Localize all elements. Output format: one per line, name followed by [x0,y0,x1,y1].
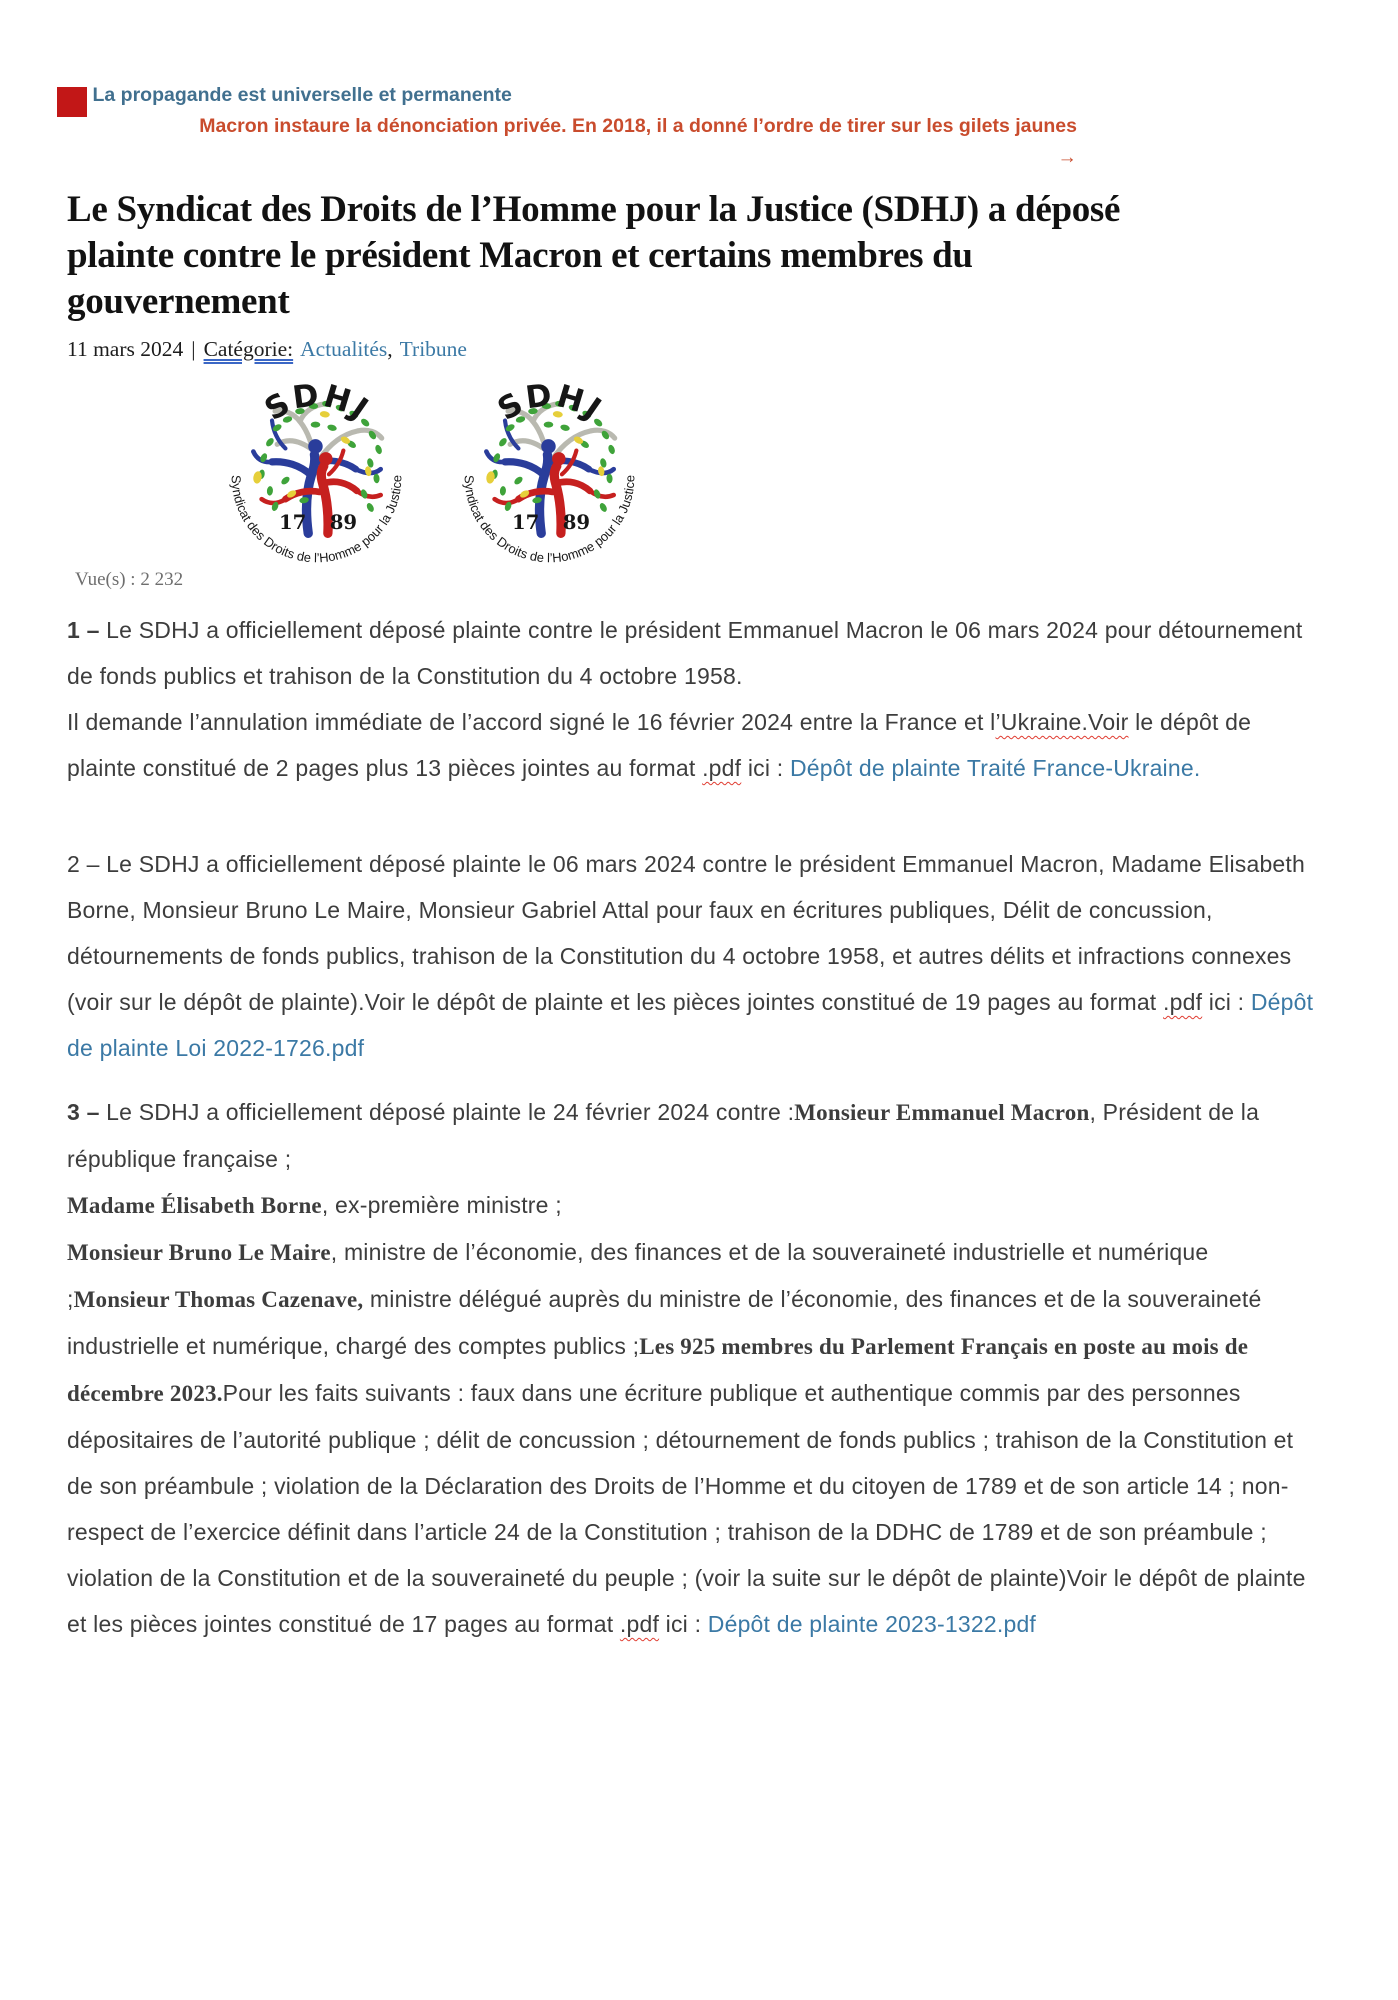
text-segment: Les 925 membres du Parlement Français en poste au mois de décembre 2023. [67,1334,1249,1406]
paragraph-1 [67,607,1317,791]
text-segment: ministre délégué auprès du ministre de l’économie, des finances et de la souveraineté industrielle et numérique, chargé des comptes publics ; [67,1286,1262,1359]
text-segment: Le SDHJ a officiellement déposé plainte le 24 février 2024 contre : [106,1099,795,1125]
text-segment: ici : [741,755,790,781]
views-count: Vue(s) : 2 232 [75,569,184,590]
logo-row [213,376,1338,583]
text-segment: Le SDHJ a officiellement déposé plainte contre le président Emmanuel Macron le 06 mars 2024 pour détournement de fonds publics et trahison de la Constitution du 4 octobre 1958. [67,617,1303,689]
article-body [67,607,1317,1647]
prev-post-link[interactable] [67,84,512,106]
right-arrow-icon: → [1057,146,1077,168]
meta-comma: , [387,337,393,361]
prev-post-nav [67,80,1338,111]
pdf-link[interactable]: Dépôt de plainte Traité France-Ukraine. [789,755,1201,781]
text-segment: Monsieur Bruno Le Maire [67,1240,331,1265]
pdf-link[interactable]: Dépôt de plainte Loi 2022-1726.pdf [67,989,1314,1061]
post-navigation [67,80,1338,173]
text-segment: , ex-première ministre ; [321,1192,562,1218]
sdhj-logo [446,376,653,583]
category-link-actualites[interactable]: Actualités [300,337,388,361]
article-title: Le Syndicat des Droits de l’Homme pour la Justice (SDHJ) a déposé plainte contre le président Macron et certains membres du gouvernement [67,189,1121,322]
text-segment: le dépôt de plainte constitué de 2 pages plus 13 pièces jointes au format [67,709,1252,781]
article-meta [67,337,1338,362]
category-link-tribune[interactable]: Tribune [399,337,467,361]
category-label: Catégorie: [203,337,294,361]
article-date: 11 mars 2024 [67,337,184,361]
text-segment: Monsieur Thomas Cazenave, [73,1287,364,1312]
text-segment: Il demande l’annulation immédiate de l’accord signé le 16 février 2024 entre la France et l [67,709,996,735]
text-segment: Madame Élisabeth Borne [67,1193,322,1218]
text-segment: Monsieur Emmanuel Macron [794,1100,1090,1125]
text-segment: 2 – Le SDHJ a officiellement déposé plainte le 06 mars 2024 contre le président Emmanuel Macron, Madame Elisabeth Borne, Monsieur Bruno Le Maire, Monsieur Gabriel Attal pour faux en écritures publiques, Délit de concussion, détournements de fonds publics, trahison de la Constitution du 4 octobre 1958, et autres délits et infractions connexes (voir sur le dépôt de plainte).Voir le dépôt de plainte et les pièces jointes constitué de 19 pages au format [67,851,1306,1015]
red-marker [57,87,87,117]
text-segment: Pour les faits suivants : faux dans une écriture publique et authentique commis par des personnes dépositaires de l’autorité publique ; délit de concussion ; détournement de fonds publics ; trahison de la Constitution et de son préambule ; violation de la Déclaration des Droits de l’Homme et du citoyen de 1789 et de son article 14 ; non-respect de l’exercice définit dans l’article 24 de la Constitution ; trahison de la DDHC de 1789 et de son préambule ; violation de la Constitution et de la souveraineté du peuple ; (voir la suite sur le dépôt de plainte)Voir le dépôt de plainte et les pièces jointes constitué de 17 pages au format [67,1380,1306,1637]
text-segment: .pdf [619,1611,660,1637]
next-post-link[interactable] [67,115,1077,173]
sdhj-logo [213,376,420,583]
text-segment: 1 – [67,617,107,643]
text-segment: 3 – [67,1099,107,1125]
next-post-nav [67,111,1077,173]
pdf-link[interactable]: Dépôt de plainte 2023-1322.pdf [707,1611,1037,1637]
text-segment: , ministre de l’économie, des finances et de la souveraineté industrielle et numérique ; [67,1239,1209,1312]
next-post-label: Macron instaure la dénonciation privée. En 2018, il a donné l’ordre de tirer sur les gilets jaunes [199,115,1077,137]
text-segment: .pdf [702,755,742,781]
text-segment: ici : [1202,989,1251,1015]
text-segment: ici : [659,1611,708,1637]
text-segment: ’Ukraine.Voir [995,709,1129,735]
text-segment: .pdf [1163,989,1203,1015]
paragraph-3 [67,1089,1317,1647]
prev-post-label: La propagande est universelle et permanente [92,84,512,106]
text-segment: , Président de la république française ; [67,1099,1260,1172]
paragraph-2 [67,841,1317,1071]
meta-separator: | [191,337,196,361]
article-page [0,80,1398,1647]
